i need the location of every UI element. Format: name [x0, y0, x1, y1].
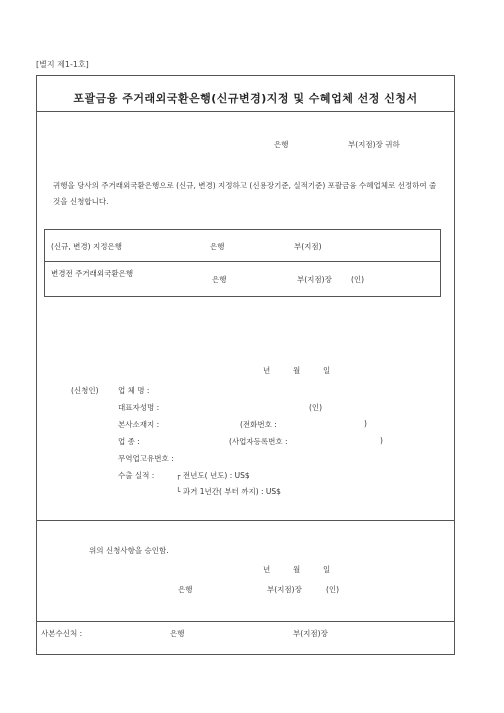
representative-label: 대표자성명 :	[118, 403, 160, 412]
trade-number-label: 무역업고유번호 :	[118, 454, 174, 463]
phone-label: (전화번호 :	[240, 420, 277, 429]
approval-seal: (인)	[326, 585, 340, 594]
designated-bank-bank: 은행	[210, 242, 225, 251]
copy-recipient-label: 사본수신처 :	[41, 629, 83, 638]
approval-divider	[37, 520, 454, 521]
designated-bank-label: (신규, 변경) 지정은행	[51, 242, 122, 251]
date-day: 일	[323, 366, 331, 375]
approval-day: 일	[323, 565, 331, 574]
previous-bank-branch: 부(지점)장	[297, 275, 332, 284]
application-form	[36, 75, 455, 655]
application-statement: 귀행을 당사의 주거래외국환은행으로 (신규, 변경) 지정하고 (신용장기준, 실적기준) 포괄금융 수혜업체로 선정하여 줄 것을 신청합니다.	[53, 181, 437, 206]
approval-bank: 은행	[178, 585, 193, 594]
previous-bank-bank: 은행	[212, 275, 227, 284]
addressee-branch: 부(지점)장 귀하	[348, 140, 400, 149]
export-prev-year: ┌ 전년도( 년도) : US$	[176, 471, 250, 480]
copy-divider	[37, 621, 454, 622]
title-divider	[37, 111, 454, 112]
approval-text: 위의 신청사항을 승인함.	[89, 546, 169, 555]
business-type-label: 업 종 :	[118, 437, 140, 446]
designation-table	[44, 229, 441, 297]
designated-bank-branch: 부(지점)	[294, 242, 322, 251]
table-row-divider	[45, 261, 440, 262]
form-number-label: [별지 제1-1호]	[36, 60, 89, 69]
date-year: 년	[263, 366, 271, 375]
previous-bank-seal: (인)	[351, 275, 365, 284]
date-month: 월	[293, 366, 301, 375]
form-title: 포괄금융 주거래외국환은행(신규변경)지정 및 수혜업체 선정 신청서	[73, 92, 418, 105]
approval-year: 년	[263, 565, 271, 574]
addressee-bank: 은행	[274, 140, 289, 149]
applicant-tag: (신청인)	[71, 386, 99, 395]
export-last-year: └ 과거 1년간( 부터 까지) : US$	[176, 487, 281, 496]
business-reg-label: (사업자등록번호 :	[229, 437, 288, 446]
approval-branch: 부(지점)장	[267, 585, 302, 594]
business-reg-close: )	[380, 436, 383, 445]
phone-close: )	[364, 419, 367, 428]
company-name-label: 업 체 명 :	[118, 386, 150, 395]
representative-seal: (인)	[309, 403, 323, 412]
headquarters-label: 본사소재지 :	[118, 420, 160, 429]
approval-month: 월	[293, 565, 301, 574]
previous-bank-label: 변경전 주거래외국환은행	[51, 269, 134, 278]
copy-recipient-bank: 은행	[170, 629, 185, 638]
copy-recipient-branch: 부(지점)장	[293, 629, 328, 638]
export-record-label: 수출 실적 :	[118, 471, 155, 480]
